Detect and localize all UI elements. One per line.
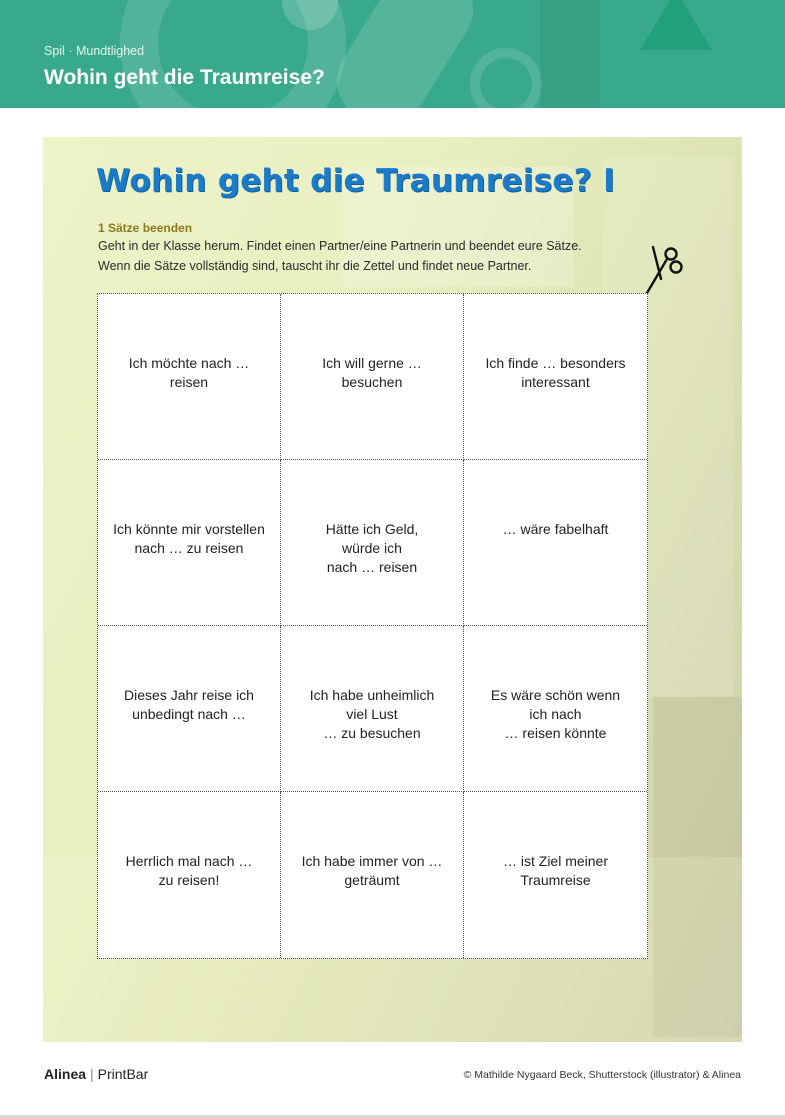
sentence-card (464, 626, 647, 792)
card-text-line: nach … reisen (326, 559, 418, 575)
card-text-line: Dieses Jahr reise ich (124, 687, 254, 703)
sentence-card (464, 792, 647, 958)
card-text-line: Ich will gerne … (322, 355, 422, 371)
card-text-line: ich nach (529, 706, 582, 722)
header-decoration (470, 48, 542, 108)
worksheet (43, 137, 742, 1042)
sentence-card (98, 460, 281, 626)
task-heading: 1 Sätze beenden (98, 221, 193, 235)
header-decoration (640, 0, 712, 50)
scissors-icon (637, 245, 683, 297)
card-text-line: zu reisen! (158, 872, 220, 888)
card-text-line: interessant (521, 374, 590, 390)
instruction-line: Geht in der Klasse herum. Findet einen Partner/eine Partnerin und beendet eure Sätze. (98, 239, 582, 253)
instruction-line: Wenn die Sätze vollständig sind, tauscht ihr die Zettel und findet neue Partner. (98, 259, 532, 273)
card-text-line: unbedingt nach … (132, 706, 246, 722)
card-text-line: Ich finde … besonders (485, 355, 626, 371)
card-text-line: Ich habe unheimlich (309, 687, 435, 703)
card-text-line: Es wäre schön wenn (490, 687, 621, 703)
copyright-credit: © Mathilde Nygaard Beck, Shutterstock (illustrator) & Alinea (463, 1069, 741, 1081)
sentence-card (281, 460, 464, 626)
card-text-line: besuchen (341, 374, 403, 390)
page-header (0, 0, 785, 108)
sentence-card (464, 460, 647, 626)
page-title: Wohin geht die Traumreise? (44, 66, 325, 89)
product-name: PrintBar (97, 1066, 149, 1082)
card-text-line: Herrlich mal nach … (125, 853, 253, 869)
card-text-line: viel Lust (346, 706, 398, 722)
category-label: Spil · Mundtlighed (44, 44, 145, 58)
card-text-line: würde ich (342, 540, 402, 556)
brand-separator: | (90, 1066, 94, 1082)
card-text-line: Hätte ich Geld, (325, 521, 419, 537)
brand-name: Alinea (44, 1066, 87, 1082)
header-decoration (540, 0, 600, 108)
worksheet-title: Wohin geht die Traumreise? I (96, 163, 615, 199)
card-text-line: nach … zu reisen (134, 540, 244, 556)
sentence-card (464, 294, 647, 460)
card-text-line: reisen (169, 374, 209, 390)
card-text-line: Ich möchte nach … (128, 355, 250, 371)
sentence-card (98, 294, 281, 460)
card-text-line: … zu besuchen (323, 725, 421, 741)
header-decoration (322, 0, 488, 108)
footer-logo (44, 1066, 148, 1082)
card-text-line: … wäre fabelhaft (502, 521, 609, 537)
sentence-card (98, 792, 281, 958)
card-text-line: geträumt (344, 872, 400, 888)
sentence-card (98, 626, 281, 792)
sentence-card (281, 626, 464, 792)
card-text-line: Ich habe immer von … (301, 853, 443, 869)
card-text-line: … reisen könnte (504, 725, 607, 741)
sentence-card (281, 792, 464, 958)
cut-out-card-grid (97, 293, 648, 959)
card-text-line: … ist Ziel meiner (502, 853, 609, 869)
sentence-card (281, 294, 464, 460)
card-text-line: Ich könnte mir vorstellen (113, 521, 265, 537)
card-text-line: Traumreise (520, 872, 591, 888)
